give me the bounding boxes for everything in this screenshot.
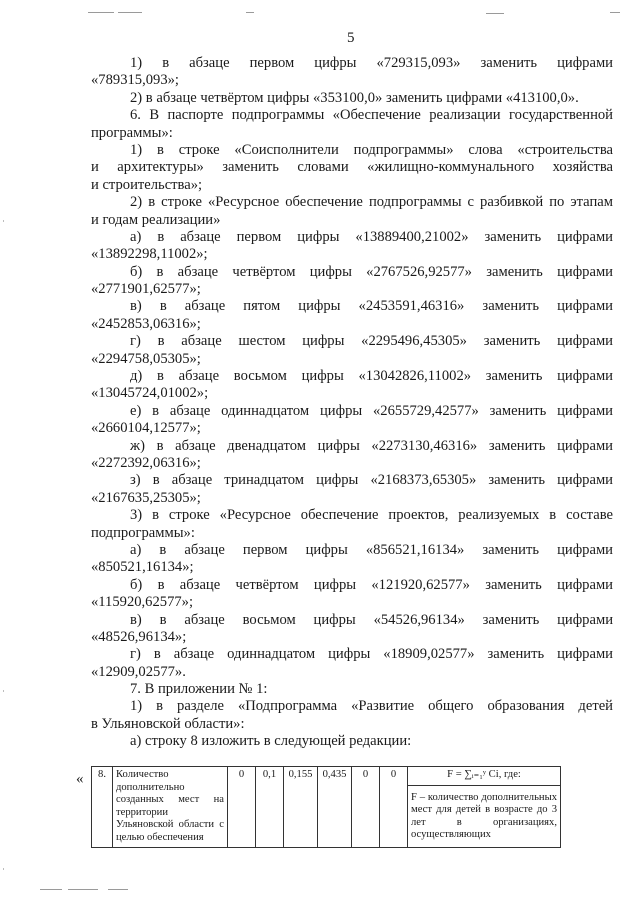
page-number: 5 <box>347 30 355 46</box>
scan-mark <box>3 220 4 222</box>
document-body <box>91 55 613 751</box>
text-line: «850521,16134»; <box>91 559 194 576</box>
value-cell: 0,155 <box>284 767 318 848</box>
text-line: «789315,093»; <box>91 72 179 89</box>
text-line: б) в абзаце четвёртом цифры «121920,62577» заменить цифрами <box>130 576 613 593</box>
scan-mark <box>3 690 4 692</box>
scan-mark <box>68 889 98 890</box>
text-line: «13045724,01002»; <box>91 385 209 402</box>
text-line: в) в абзаце восьмом цифры «54526,96134» заменить цифрами <box>130 611 613 628</box>
value-cell: 0 <box>228 767 256 848</box>
text-line: б) в абзаце четвёртом цифры «2767526,92577» заменить цифрами <box>130 263 613 280</box>
text-line: в Ульяновской области»: <box>91 715 245 732</box>
text-line: г) в абзаце шестом цифры «2295496,45305» заменить цифрами <box>130 333 613 350</box>
text-line: подпрограммы»: <box>91 524 195 541</box>
text-line: в) в абзаце пятом цифры «2453591,46316» заменить цифрами <box>130 298 613 315</box>
text-line: «2167635,25305»; <box>91 489 201 506</box>
text-line: и архитектуры» заменить словами «жилищно-коммунального хозяйства <box>91 159 613 176</box>
value-cell: 0 <box>380 767 408 848</box>
text-line: д) в абзаце восьмом цифры «13042826,11002» заменить цифрами <box>130 368 613 385</box>
text-line: 6. В паспорте подпрограммы «Обеспечение реализации государственной <box>130 107 613 124</box>
text-line: з) в абзаце тринадцатом цифры «2168373,65305» заменить цифрами <box>130 472 613 489</box>
table-row <box>92 767 561 848</box>
scan-mark <box>486 13 504 14</box>
text-line: и годам реализации» <box>91 211 221 228</box>
text-line: 1) в строке «Соисполнители подпрограммы» слова «строительства <box>130 141 613 158</box>
text-line: «2771901,62577»; <box>91 281 201 298</box>
text-line: «12909,02577». <box>91 663 186 680</box>
scan-mark <box>610 12 620 13</box>
text-line: 1) в разделе «Подпрограмма «Развитие общего образования детей <box>130 698 613 715</box>
formula-cell <box>408 767 561 848</box>
value-cell: 0 <box>352 767 380 848</box>
indicator-table-fragment <box>91 766 561 848</box>
text-line: «2272392,06316»; <box>91 454 201 471</box>
text-line: 7. В приложении № 1: <box>130 681 268 698</box>
text-line: а) в абзаце первом цифры «13889400,21002» заменить цифрами <box>130 228 613 245</box>
text-line: «48526,96134»; <box>91 628 187 645</box>
formula: F = ∑ᵢ₌₁ʸ Ci, где: <box>408 767 560 786</box>
text-line: г) в абзаце одиннадцатом цифры «18909,02577» заменить цифрами <box>130 646 613 663</box>
table-open-quote: « <box>76 771 84 787</box>
text-line: и строительства»; <box>91 176 203 193</box>
value-cell: 0,1 <box>256 767 284 848</box>
text-line: программы»: <box>91 124 173 141</box>
text-line: 3) в строке «Ресурсное обеспечение проектов, реализуемых в составе <box>130 507 613 524</box>
scan-mark <box>118 12 142 13</box>
text-line: ж) в абзаце двенадцатом цифры «2273130,46316» заменить цифрами <box>130 437 613 454</box>
text-line: е) в абзаце одиннадцатом цифры «2655729,42577» заменить цифрами <box>130 402 613 419</box>
scan-mark <box>246 12 254 13</box>
scan-mark <box>3 868 4 870</box>
indicator-cell <box>113 767 228 848</box>
indicator-text: Количество дополнительно созданных мест на территории Ульяновской области с целью обеспечения <box>116 769 224 843</box>
text-line: «2294758,05305»; <box>91 350 201 367</box>
text-line: 2) в строке «Ресурсное обеспечение подпрограммы с разбивкой по этапам <box>130 194 613 211</box>
text-line: «2452853,06316»; <box>91 315 201 332</box>
text-line: а) строку 8 изложить в следующей редакции: <box>130 733 412 750</box>
scan-mark <box>88 12 114 13</box>
formula-description: F – количество дополнительных мест для детей в возрасте до 3 лет в организациях, осуществляющих <box>411 791 557 841</box>
text-line: «115920,62577»; <box>91 594 194 611</box>
value-cell: 0,435 <box>318 767 352 848</box>
text-line: 1) в абзаце первом цифры «729315,093» заменить цифрами <box>130 55 613 71</box>
text-line: «13892298,11002»; <box>91 246 208 263</box>
text-line: а) в абзаце первом цифры «856521,16134» заменить цифрами <box>130 541 613 558</box>
text-line: 2) в абзаце четвёртом цифры «353100,0» заменить цифрами «413100,0». <box>130 89 579 106</box>
scan-mark <box>108 889 128 890</box>
text-line: «2660104,12577»; <box>91 420 201 437</box>
scan-mark <box>40 889 62 890</box>
row-number-cell: 8. <box>92 767 113 848</box>
